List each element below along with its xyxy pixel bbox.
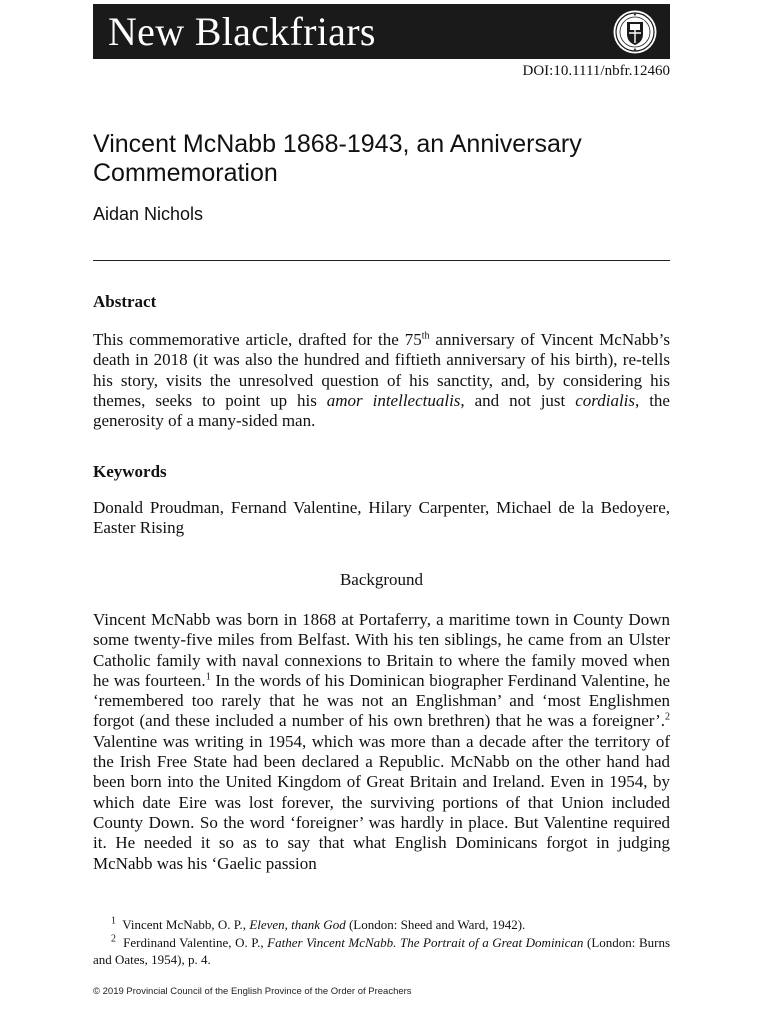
keywords-heading: Keywords: [93, 462, 167, 481]
doi: DOI:10.1111/nbfr.12460: [522, 63, 670, 79]
footnote-ref: 1: [205, 671, 211, 683]
body-text: Vincent McNabb was born in 1868 at Portaferry, a maritime town in County Down some twenty-five miles from Belfast. With his ten siblings, he came from an Ulster Catholic family with naval connexions to Britain to where the family moved when he was fourteen.$^1$ In the words of his Dominican biographer Ferdinand Valentine, he ‘remembered too rarely that he was not an Englishman’ and ‘most Englishmen forgot (and these included a number of his own brethren) that he was a foreigner’.$^2$ Valentine was writing in 1954, which was more than a decade after the territory of the Irish Free State had been declared a Republic. McNabb on the other hand had been born into the United Kingdom of Great Britain and Ireland. Even in 1954, by which date Eire was lost forever, the surviving portions of that Union included County Down. So the word ‘foreigner’ was hardly in place. But Valentine required it. He needed it so as to say that what English Dominicans forgot in judging McNabb was his ‘Gaelic passion: [93, 610, 670, 873]
abstract-text: This commemorative article, drafted for the 75th anniversary of Vincent McNabb’s death in 2018 (it was also the hundred and fiftieth anniversary of his birth), re-tells his story, visits the unresolved question of his sanctity, and, by considering his themes, seeks to point up his amor intellectualis, and not just cordialis, the generosity of a many-sided man.: [93, 330, 670, 431]
footnote: $^2$ Ferdinand Valentine, O. P., Father Vincent McNabb. The Portrait of a Great Dominican (London: Burns and Oates, 1954), p. 4.: [93, 933, 671, 967]
seal-icon: [612, 9, 658, 55]
article-title: Vincent McNabb 1868-1943, an Anniversary Commemoration: [93, 130, 582, 187]
section-heading: Background: [339, 570, 424, 589]
author-name: Aidan Nichols: [93, 204, 204, 224]
journal-title: New Blackfriars: [108, 9, 376, 54]
keywords-text: Donald Proudman, Fernand Valentine, Hilary Carpenter, Michael de la Bedoyere, Easter Rising: [93, 498, 670, 538]
journal-masthead: [93, 4, 670, 59]
footnote: $^1$ Vincent McNabb, O. P., Eleven, thank God (London: Sheed and Ward, 1942).: [111, 915, 526, 932]
copyright-notice: © 2019 Provincial Council of the English Province of the Order of Preachers: [93, 986, 412, 997]
abstract-heading: Abstract: [93, 292, 157, 311]
title-divider: [93, 260, 670, 261]
footnotes: [93, 916, 670, 969]
footnote-ref: 2: [665, 711, 670, 723]
